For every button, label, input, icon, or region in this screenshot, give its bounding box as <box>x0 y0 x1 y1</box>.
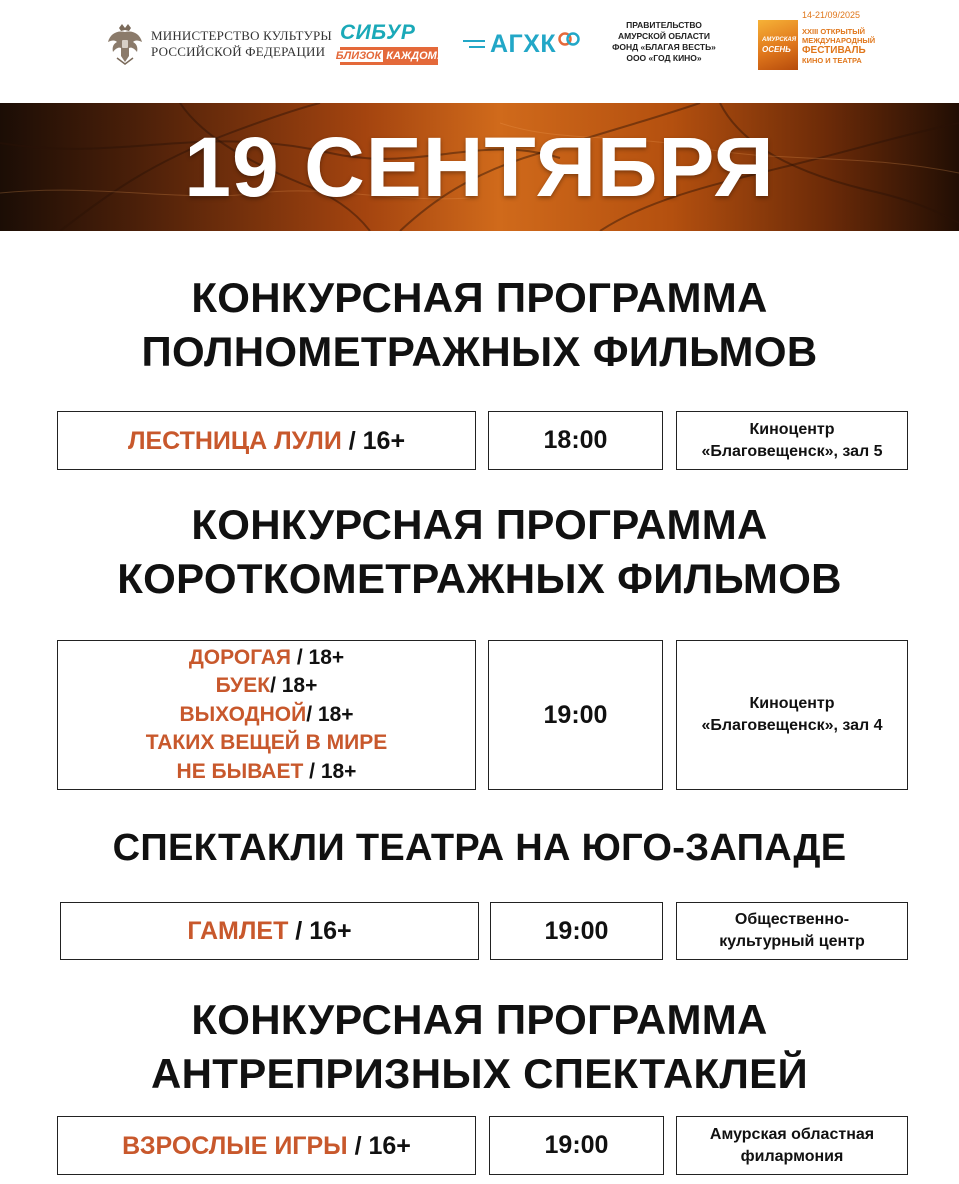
partner-logos <box>0 0 959 90</box>
ministry-line-1: МИНИСТЕРСТВО КУЛЬТУРЫ <box>151 28 332 43</box>
sibur-tag-a: БЛИЗОК <box>335 50 382 62</box>
sibur-tagline <box>335 47 445 65</box>
event-title-line <box>189 644 344 673</box>
event-title-box <box>57 640 476 790</box>
festival-poster-line-2: ОСЕНЬ <box>762 45 791 54</box>
event-time: 18:00 <box>543 426 608 454</box>
event-title-line <box>187 917 351 945</box>
date-banner <box>0 103 959 231</box>
venue-line-2: «Благовещенск», зал 5 <box>701 442 883 460</box>
section-heading-feature-films <box>0 271 959 379</box>
festival-line-3: ФЕСТИВАЛЬ <box>802 45 866 56</box>
venue-line-1: Киноцентр <box>749 420 835 438</box>
age-rating: / 16+ <box>288 917 352 945</box>
event-time-box <box>489 1116 664 1175</box>
film-title: ДОРОГАЯ <box>188 645 292 669</box>
sibur-tag-b: КАЖДОМУ <box>386 50 445 62</box>
film-title: ЛЕСТНИЦА ЛУЛИ <box>127 426 342 455</box>
gov-line-3: ФОНД «БЛАГАЯ ВЕСТЬ» <box>612 42 716 52</box>
event-title-box <box>57 1116 476 1175</box>
event-venue-box <box>676 640 908 790</box>
event-time: 19:00 <box>543 700 608 729</box>
agkh-wordmark: АГХК <box>490 30 557 58</box>
event-title-line <box>128 427 405 455</box>
heading-line-1: КОНКУРСНАЯ ПРОГРАММА <box>191 274 768 321</box>
age-rating: / 18+ <box>270 674 318 698</box>
event-title-line <box>179 701 353 730</box>
speed-lines-icon <box>463 37 487 51</box>
age-rating: / 16+ <box>341 426 406 455</box>
film-title: ТАКИХ ВЕЩЕЙ В МИРЕ <box>145 731 388 755</box>
event-title-box <box>60 902 479 960</box>
sibur-logo <box>335 21 445 66</box>
section-heading-short-films <box>0 498 959 606</box>
event-venue-box <box>676 1116 908 1175</box>
event-venue-box <box>676 902 908 960</box>
film-title: НЕ БЫВАЕТ <box>176 759 304 783</box>
ministry-of-culture-logo <box>105 22 332 66</box>
venue-line-1: Амурская областная <box>709 1125 875 1143</box>
heading-line-2: КОРОТКОМЕТРАЖНЫХ ФИЛЬМОВ <box>117 555 842 602</box>
film-title: БУЕК <box>215 674 271 698</box>
double-headed-eagle-icon <box>105 22 145 66</box>
venue-line-2: «Благовещенск», зал 4 <box>701 717 883 734</box>
event-venue-box <box>676 411 908 470</box>
film-title: ВЫХОДНОЙ <box>179 702 307 726</box>
age-rating: / 18+ <box>291 645 345 669</box>
play-title: ГАМЛЕТ <box>187 917 289 945</box>
event-time-box <box>488 640 663 790</box>
gov-line-4: ООО «ГОД КИНО» <box>626 53 702 63</box>
event-title-line <box>177 758 357 787</box>
festival-poster-line-1: АМУРСКАЯ <box>762 37 797 43</box>
venue-line-2: филармония <box>740 1147 844 1165</box>
event-time: 19:00 <box>544 1131 609 1159</box>
festival-dates: 14-21/09/2025 <box>802 10 861 20</box>
event-time-box <box>488 411 663 470</box>
event-time: 19:00 <box>544 916 609 945</box>
section-heading-entreprise-plays <box>0 993 959 1101</box>
festival-line-2: МЕЖДУНАРОДНЫЙ <box>802 36 876 45</box>
festival-info <box>802 27 876 65</box>
heading-line-2: АНТРЕПРИЗНЫХ СПЕКТАКЛЕЙ <box>151 1050 808 1097</box>
heading-line-1: СПЕКТАКЛИ ТЕАТРА НА ЮГО-ЗАПАДЕ <box>112 827 847 869</box>
event-title-line <box>216 672 318 701</box>
gov-line-1: ПРАВИТЕЛЬСТВО <box>626 20 702 30</box>
festival-poster-icon <box>758 20 798 70</box>
festival-line-4: КИНО И ТЕАТРА <box>802 56 862 65</box>
festival-line-1: XXIII ОТКРЫТЫЙ <box>802 27 865 36</box>
banner-date-title: 19 СЕНТЯБРЯ <box>184 119 775 214</box>
heading-line-1: КОНКУРСНАЯ ПРОГРАММА <box>191 996 768 1043</box>
event-title-box <box>57 411 476 470</box>
play-title: ВЗРОСЛЫЕ ИГРЫ <box>122 1131 348 1160</box>
event-title-line <box>122 1132 411 1160</box>
gov-line-2: АМУРСКОЙ ОБЛАСТИ <box>617 31 710 41</box>
amur-autumn-festival-logo <box>758 10 876 72</box>
venue-line-1: Общественно- <box>734 911 850 928</box>
age-rating: / 18+ <box>303 759 357 783</box>
venue-line-2: культурный центр <box>719 933 865 950</box>
event-time-box <box>490 902 663 960</box>
heading-line-2: ПОЛНОМЕТРАЖНЫХ ФИЛЬМОВ <box>141 328 818 375</box>
government-amur-logo <box>605 20 723 66</box>
age-rating: / 18+ <box>306 702 354 726</box>
section-heading-theatre-southwest <box>0 824 959 872</box>
age-rating: / 16+ <box>347 1131 411 1160</box>
heading-line-1: КОНКУРСНАЯ ПРОГРАММА <box>191 501 768 548</box>
linked-rings-icon <box>558 31 580 47</box>
venue-line-1: Киноцентр <box>749 695 835 712</box>
ministry-line-2: РОССИЙСКОЙ ФЕДЕРАЦИИ <box>151 44 326 59</box>
agkh-logo <box>463 28 581 60</box>
event-title-line <box>146 729 388 758</box>
sibur-wordmark: СИБУР <box>340 21 416 44</box>
